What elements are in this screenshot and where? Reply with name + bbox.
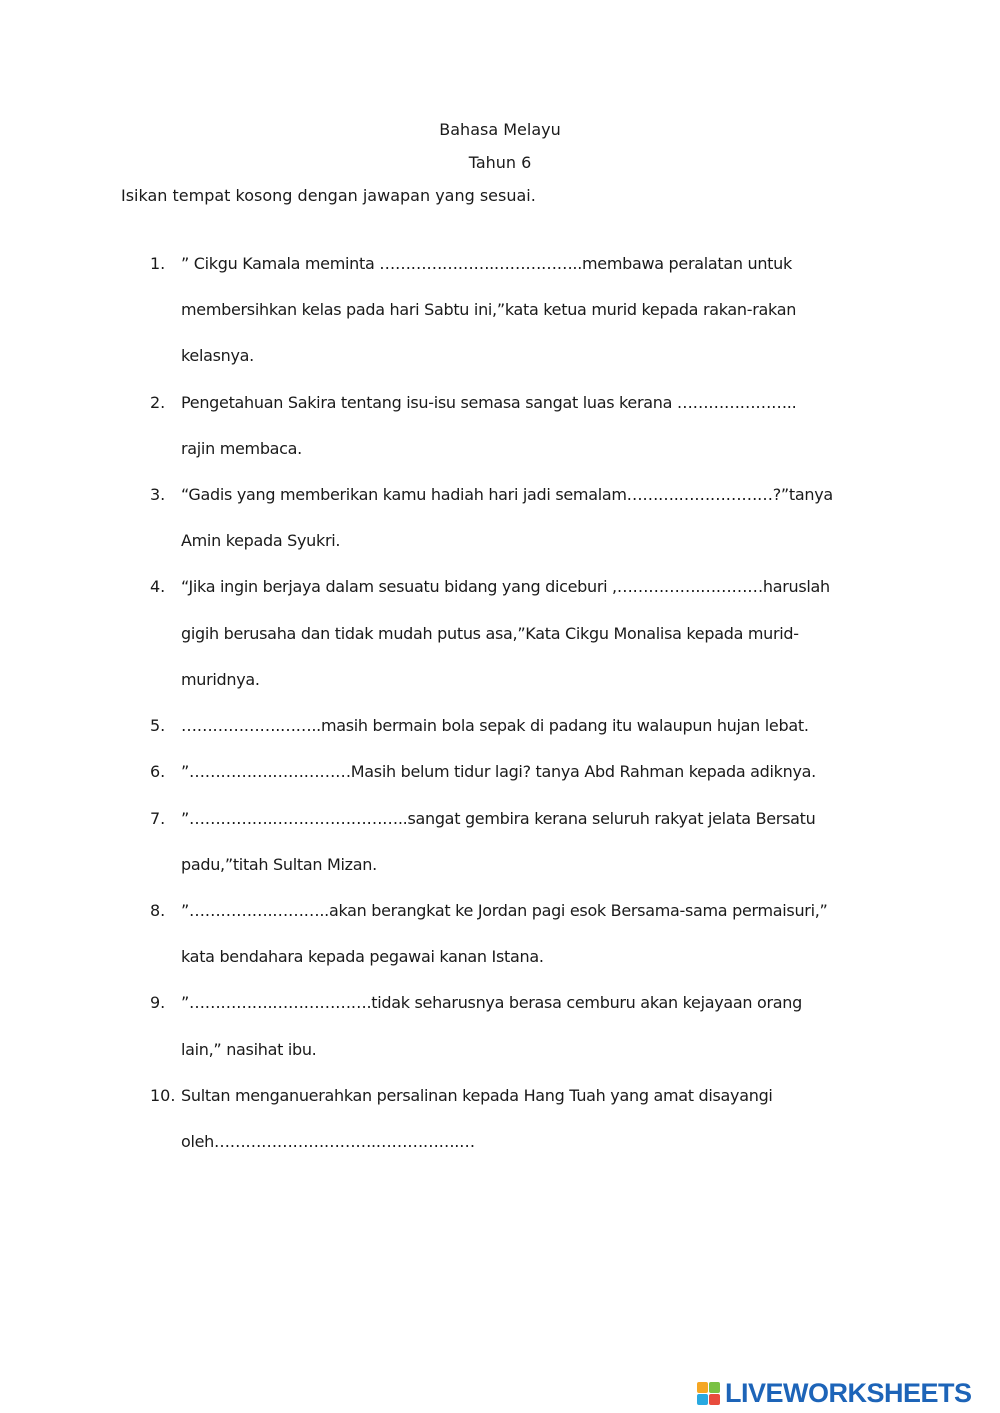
subject-title: Bahasa Melayu	[439, 120, 561, 139]
question-line: ”…………….……………….tidak seharusnya berasa cemburu akan kejayaan orang	[181, 993, 802, 1012]
liveworksheets-icon	[697, 1382, 720, 1405]
brand-name: LIVEWORKSHEETS	[725, 1378, 972, 1408]
question-line: kelasnya.	[181, 346, 254, 365]
question-number: 9.	[150, 993, 166, 1012]
logo-square-icon	[697, 1394, 708, 1405]
question-number: 1.	[150, 254, 166, 273]
question-line: oleh………………………….…………….…	[181, 1132, 475, 1151]
grade-title: Tahun 6	[468, 153, 532, 172]
question-line: padu,”titah Sultan Mizan.	[181, 855, 377, 874]
question-line: ”…………….………..akan berangkat ke Jordan pagi esok Bersama-sama permaisuri,”	[181, 901, 828, 920]
question-line: ”…………….……………………..sangat gembira kerana seluruh rakyat jelata Bersatu	[181, 809, 816, 828]
question-line: ” Cikgu Kamala meminta ………………….……………..membawa peralatan untuk	[181, 254, 792, 273]
question-line: Amin kepada Syukri.	[181, 531, 341, 550]
question-line: lain,” nasihat ibu.	[181, 1040, 317, 1059]
logo-square-icon	[709, 1394, 720, 1405]
question-line: ”…………….……………Masih belum tidur lagi? tanya Abd Rahman kepada adiknya.	[181, 762, 816, 781]
question-number: 4.	[150, 577, 166, 596]
question-number: 5.	[150, 716, 166, 735]
question-line: “Gadis yang memberikan kamu hadiah hari jadi semalam……….………………?”tanya	[181, 485, 833, 504]
instruction-text: Isikan tempat kosong dengan jawapan yang sesuai.	[121, 186, 536, 205]
liveworksheets-logo[interactable]	[697, 1379, 972, 1407]
question-line: rajin membaca.	[181, 439, 302, 458]
question-line: membersihkan kelas pada hari Sabtu ini,”kata ketua murid kepada rakan-rakan	[181, 300, 797, 319]
question-line: kata bendahara kepada pegawai kanan Istana.	[181, 947, 544, 966]
logo-square-icon	[709, 1382, 720, 1393]
question-number: 10.	[150, 1086, 176, 1105]
question-line: gigih berusaha dan tidak mudah putus asa,”Kata Cikgu Monalisa kepada murid-	[181, 624, 799, 643]
question-line: muridnya.	[181, 670, 260, 689]
question-number: 8.	[150, 901, 166, 920]
question-line: “Jika ingin berjaya dalam sesuatu bidang yang diceburi ,…………….…………haruslah	[181, 577, 830, 596]
question-number: 3.	[150, 485, 166, 504]
question-line: ……………….……..masih bermain bola sepak di padang itu walaupun hujan lebat.	[181, 716, 809, 735]
question-line: Sultan menganuerahkan persalinan kepada Hang Tuah yang amat disayangi	[181, 1086, 773, 1105]
question-number: 7.	[150, 809, 166, 828]
logo-square-icon	[697, 1382, 708, 1393]
question-number: 6.	[150, 762, 166, 781]
question-line: Pengetahuan Sakira tentang isu-isu semasa sangat luas kerana …………………..	[181, 393, 797, 412]
question-number: 2.	[150, 393, 166, 412]
